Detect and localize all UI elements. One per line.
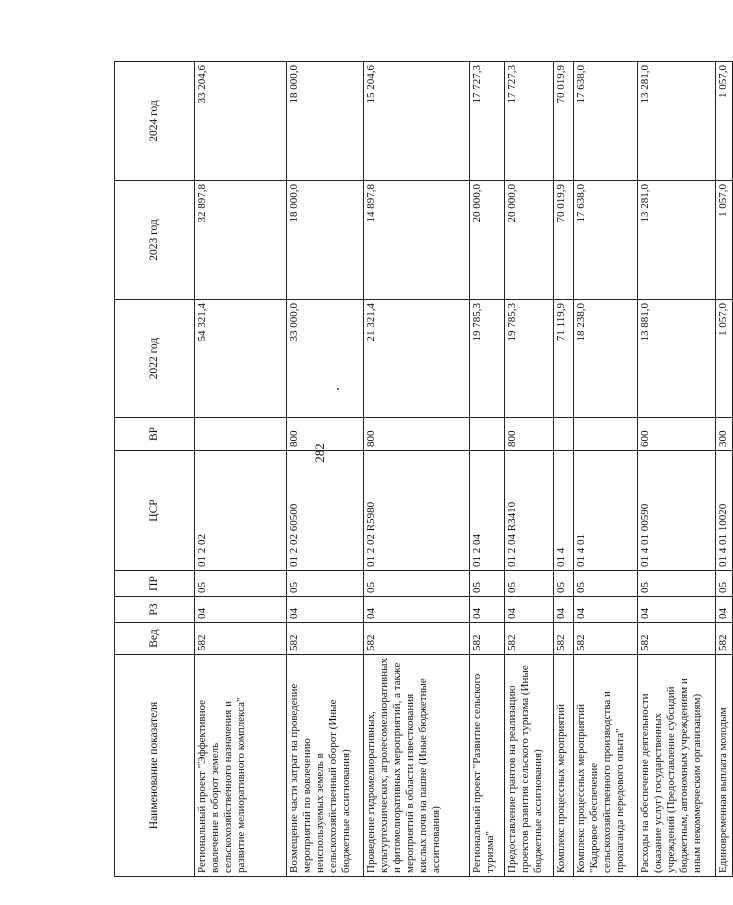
table-row (554, 62, 574, 877)
table-row (195, 62, 287, 877)
cell-2023: 13 281,0 (638, 181, 716, 300)
cell-rz: 04 (574, 597, 638, 623)
cell-name: Региональный проект "Эффективное вовлечение в оборот земель сельскохозяйственного назначения и развитие мелиоративного комплекса" (195, 655, 287, 877)
cell-pr: 05 (554, 571, 574, 597)
cell-2024: 13 281,0 (638, 62, 716, 181)
cell-rz: 04 (470, 597, 505, 623)
cell-2023: 20 000,0 (470, 181, 505, 300)
cell-pr: 05 (195, 571, 287, 597)
cell-vr: 600 (638, 418, 716, 451)
cell-2022: 13 881,0 (638, 300, 716, 418)
cell-2023: 14 897,8 (364, 181, 470, 300)
cell-name: Возмещение части затрат на проведение мероприятий по вовлечению неиспользуемых земель в сельскохозяйственный оборот (Иные бюджетные ассигнования) (287, 655, 364, 877)
table-row (287, 62, 364, 877)
table-row (574, 62, 638, 877)
table-row (470, 62, 505, 877)
cell-csr: 01 2 04 R3410 (505, 451, 554, 571)
cell-vr: 300 (716, 418, 733, 451)
cell-vr (574, 418, 638, 451)
cell-2022: 21 321,4 (364, 300, 470, 418)
cell-rz: 04 (505, 597, 554, 623)
cell-ved: 582 (470, 623, 505, 655)
budget-table (114, 61, 733, 877)
cell-ved: 582 (364, 623, 470, 655)
col-header-vr: ВР (115, 418, 195, 451)
cell-csr: 01 2 02 R5980 (364, 451, 470, 571)
rotated-table-container (114, 62, 729, 877)
cell-ved: 582 (287, 623, 364, 655)
cell-2024: 18 000,0 (287, 62, 364, 181)
cell-2022: 18 238,0 (574, 300, 638, 418)
cell-name: Комплекс процессных мероприятий (554, 655, 574, 877)
cell-ved: 582 (574, 623, 638, 655)
cell-ved: 582 (195, 623, 287, 655)
cell-pr: 05 (364, 571, 470, 597)
cell-2024: 1 057,0 (716, 62, 733, 181)
col-header-2024: 2024 год (115, 62, 195, 181)
cell-rz: 04 (554, 597, 574, 623)
cell-2022: 19 785,3 (470, 300, 505, 418)
header-row (115, 62, 195, 877)
cell-vr: 800 (364, 418, 470, 451)
cell-csr: 01 2 02 (195, 451, 287, 571)
table-row (505, 62, 554, 877)
table-row (638, 62, 716, 877)
cell-pr: 05 (470, 571, 505, 597)
cell-pr: 05 (716, 571, 733, 597)
cell-ved: 582 (505, 623, 554, 655)
cell-name: Комплекс процессных мероприятий "Кадровое обеспечение сельскохозяйственного производства и пропаганда передового опыта" (574, 655, 638, 877)
cell-rz: 04 (716, 597, 733, 623)
cell-vr (554, 418, 574, 451)
cell-2024: 17 727,3 (505, 62, 554, 181)
cell-ved: 582 (716, 623, 733, 655)
col-header-csr: ЦСР (115, 451, 195, 571)
cell-2023: 18 000,0 (287, 181, 364, 300)
cell-name: Единовременная выплата молодым (716, 655, 733, 877)
cell-csr: 01 2 04 (470, 451, 505, 571)
cell-2022: 19 785,3 (505, 300, 554, 418)
cell-pr: 05 (287, 571, 364, 597)
col-header-name: Наименование показателя (115, 655, 195, 877)
cell-2022: 71 119,9 (554, 300, 574, 418)
cell-2022: 54 321,4 (195, 300, 287, 418)
cell-pr: 05 (574, 571, 638, 597)
cell-ved: 582 (638, 623, 716, 655)
col-header-rz: РЗ (115, 597, 195, 623)
cell-rz: 04 (364, 597, 470, 623)
cell-2024: 17 727,3 (470, 62, 505, 181)
col-header-pr: ПР (115, 571, 195, 597)
cell-csr: 01 4 01 00590 (638, 451, 716, 571)
cell-rz: 04 (195, 597, 287, 623)
cell-vr (470, 418, 505, 451)
cell-2023: 20 000,0 (505, 181, 554, 300)
cell-2022: 33 000,0 (287, 300, 364, 418)
cell-csr: 01 2 02 60500 (287, 451, 364, 571)
col-header-2023: 2023 год (115, 181, 195, 300)
cell-vr: 800 (287, 418, 364, 451)
cell-2023: 32 897,8 (195, 181, 287, 300)
cell-name: Предоставление грантов на реализацию проектов развития сельского туризма (Иные бюджетные ассигнования) (505, 655, 554, 877)
cell-vr: 800 (505, 418, 554, 451)
cell-rz: 04 (287, 597, 364, 623)
cell-2023: 1 057,0 (716, 181, 733, 300)
cell-pr: 05 (505, 571, 554, 597)
page-number: 282 (312, 443, 327, 463)
cell-2024: 70 019,9 (554, 62, 574, 181)
cell-csr: 01 4 01 (574, 451, 638, 571)
cell-2024: 17 638,0 (574, 62, 638, 181)
col-header-ved: Вед (115, 623, 195, 655)
col-header-2022: 2022 год (115, 300, 195, 418)
cell-2023: 70 019,9 (554, 181, 574, 300)
cell-pr: 05 (638, 571, 716, 597)
table-row (364, 62, 470, 877)
cell-2024: 33 204,6 (195, 62, 287, 181)
cell-vr (195, 418, 287, 451)
cell-csr: 01 4 01 10020 (716, 451, 733, 571)
cell-name: Региональный проект "Развитие сельского туризма" (470, 655, 505, 877)
cell-2023: 17 638,0 (574, 181, 638, 300)
cell-ved: 582 (554, 623, 574, 655)
cell-2022: 1 057,0 (716, 300, 733, 418)
cell-name: Расходы на обеспечение деятельности (оказание услуг) государственных учреждений (Предоставление субсидий бюджетным, автономным учреждениям и иным некоммерческим организациям) (638, 655, 716, 877)
cell-csr: 01 4 (554, 451, 574, 571)
table-row (716, 62, 733, 877)
cell-2024: 15 204,6 (364, 62, 470, 181)
cell-name: Проведение гидромелиоративных, культуртехнических, агролесомелиоративных и фитомелиоративных мероприятий, а также мероприятий в области известкования кислых почв на пашне (Иные бюджетные ассигнования) (364, 655, 470, 877)
cell-rz: 04 (638, 597, 716, 623)
